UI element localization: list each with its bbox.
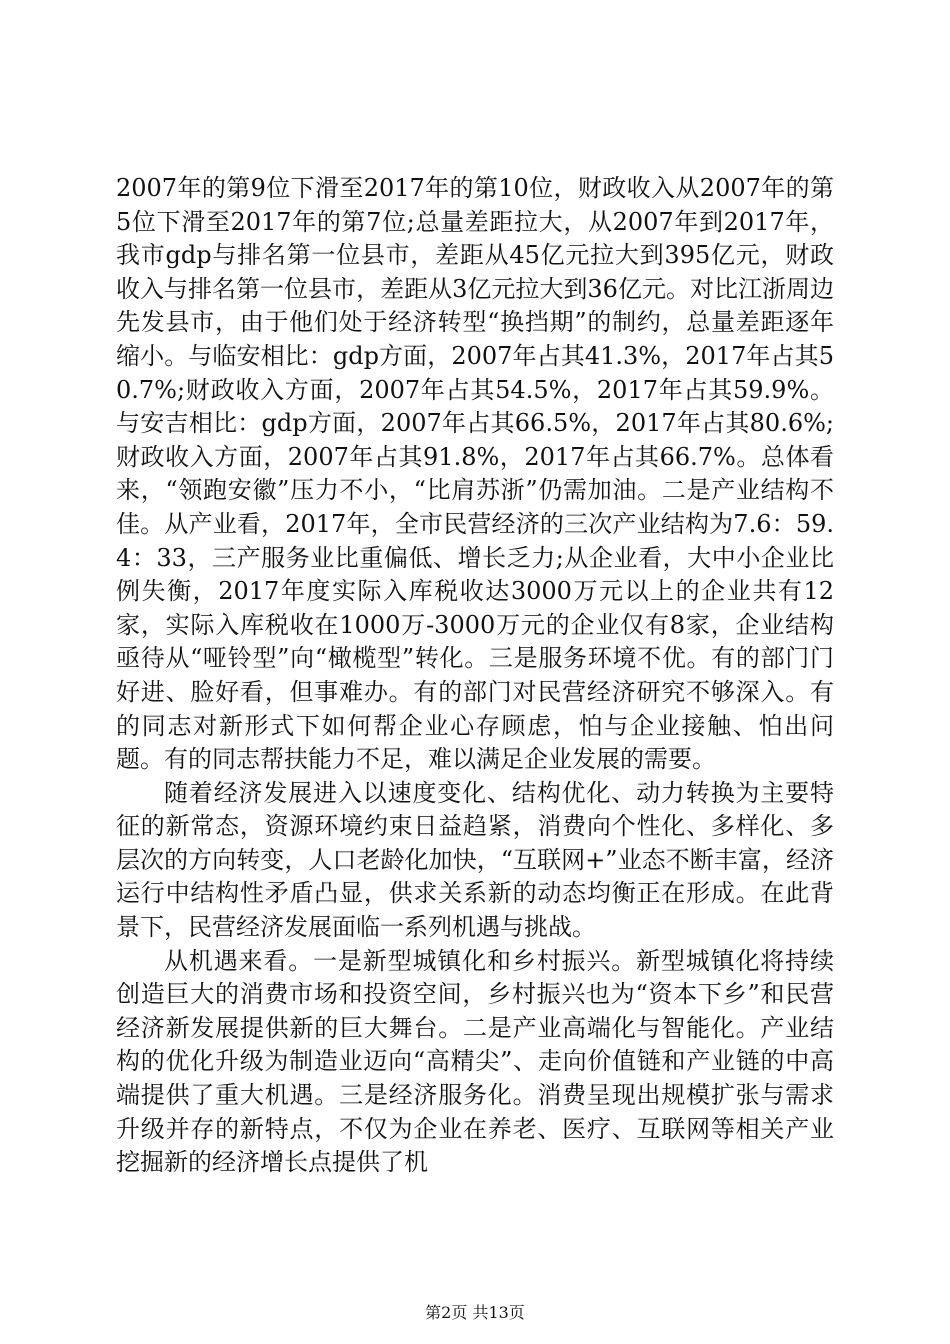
page-footer: 第2页 共13页 (425, 1303, 525, 1322)
paragraph-1: 2007年的第9位下滑至2017年的第10位，财政收入从2007年的第5位下滑至2017年的第7位;总量差距拉大，从2007年到2017年，我市gdp与排名第一位县市，差距从45亿元拉大到395亿元，财政收入与排名第一位县市，差距从3亿元拉大到36亿元。对比江浙周边先发县市，由于他们处于经济转型“换挡期”的制约，总量差距逐年缩小。与临安相比：gdp方面，2007年占其41.3%，2017年占其50.7%;财政收入方面，2007年占其54.5%，2017年占其59.9%。与安吉相比：gdp方面，2007年占其66.5%，2017年占其80.6%;财政收入方面，2007年占其91.8%，2017年占其66.7%。总体看来，“领跑安徽”压力不小，“比肩苏浙”仍需加油。二是产业结构不佳。从产业看，2017年，全市民营经济的三次产业结构为7.6：59.4：33，三产服务业比重偏低、增长乏力;从企业看，大中小企业比例失衡，2017年度实际入库税收达3000万元以上的企业共有12家，实际入库税收在1000万-3000万元的企业仅有8家，企业结构亟待从“哑铃型”向“橄榄型”转化。三是服务环境不优。有的部门门好进、脸好看，但事难办。有的部门对民营经济研究不够深入。有的同志对新形式下如何帮企业心存顾虑，怕与企业接触、怕出问题。有的同志帮扶能力不足，难以满足企业发展的需要。 (116, 174, 834, 774)
paragraph-3: 从机遇来看。一是新型城镇化和乡村振兴。新型城镇化将持续创造巨大的消费市场和投资空间，乡村振兴也为“资本下乡”和民营经济新发展提供新的巨大舞台。二是产业高端化与智能化。产业结构的优化升级为制造业迈向“高精尖”、走向价值链和产业链的中高端提供了重大机遇。三是经济服务化。消费呈现出规模扩张与需求升级并存的新特点，不仅为企业在养老、医疗、互联网等相关产业挖掘新的经济增长点提供了机 (116, 946, 834, 1177)
document-body (116, 172, 834, 1180)
paragraph-2: 随着经济发展进入以速度变化、结构优化、动力转换为主要特征的新常态，资源环境约束日益趋紧，消费向个性化、多样化、多层次的方向转变，人口老龄化加快，“互联网+”业态不断丰富，经济运行中结构性矛盾凸显，供求关系新的动态均衡正在形成。在此背景下，民营经济发展面临一系列机遇与挑战。 (116, 778, 834, 942)
